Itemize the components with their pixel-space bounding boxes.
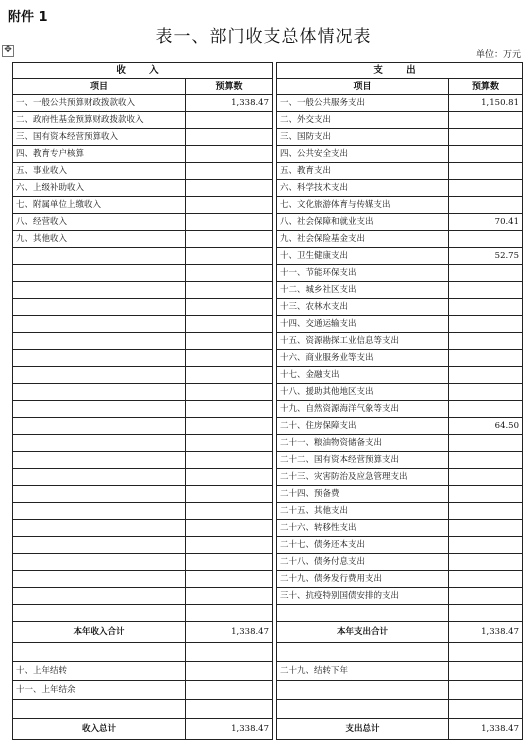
table-row	[13, 588, 523, 605]
income-item	[13, 503, 186, 520]
table-row	[13, 605, 523, 622]
table-row	[13, 282, 523, 299]
income-item	[13, 643, 186, 662]
expense-item: 十六、商业服务业等支出	[277, 350, 449, 367]
income-item: 二、政府性基金预算财政拨款收入	[13, 112, 186, 129]
table-row	[13, 537, 523, 554]
table-row	[13, 435, 523, 452]
expense-value	[449, 435, 523, 452]
income-value	[186, 571, 273, 588]
expense-item: 十七、金融支出	[277, 367, 449, 384]
expense-item: 七、文化旅游体育与传媒支出	[277, 197, 449, 214]
expense-item: 二十五、其他支出	[277, 503, 449, 520]
income-item: 十一、上年结余	[13, 681, 186, 700]
income-item: 收入总计	[13, 719, 186, 740]
income-value	[186, 700, 273, 719]
income-item	[13, 401, 186, 418]
expense-value: 52.75	[449, 248, 523, 265]
income-item: 九、其他收入	[13, 231, 186, 248]
table-row	[13, 180, 523, 197]
table-row	[13, 401, 523, 418]
table-row	[13, 95, 523, 112]
unit-label: 单位：万元	[475, 50, 521, 60]
income-value	[186, 146, 273, 163]
expense-item: 八、社会保障和就业支出	[277, 214, 449, 231]
expense-value	[449, 350, 523, 367]
expense-item	[277, 700, 449, 719]
expense-value	[449, 681, 523, 700]
expense-section-header: 支 出	[277, 63, 523, 79]
expense-value	[449, 662, 523, 681]
table-row	[13, 452, 523, 469]
income-value	[186, 469, 273, 486]
expense-value	[449, 282, 523, 299]
table-row	[13, 622, 523, 643]
income-item	[13, 265, 186, 282]
expense-value	[449, 180, 523, 197]
income-item	[13, 333, 186, 350]
table-move-handle-icon[interactable]: ✥	[2, 45, 14, 57]
income-item	[13, 316, 186, 333]
income-value	[186, 418, 273, 435]
income-value	[186, 214, 273, 231]
expense-value	[449, 469, 523, 486]
income-item	[13, 486, 186, 503]
income-value	[186, 112, 273, 129]
income-value	[186, 265, 273, 282]
expense-item: 九、社会保险基金支出	[277, 231, 449, 248]
expense-value: 1,150.81	[449, 95, 523, 112]
income-item	[13, 520, 186, 537]
expense-value	[449, 503, 523, 520]
expense-value	[449, 700, 523, 719]
income-value	[186, 588, 273, 605]
income-item	[13, 435, 186, 452]
income-item	[13, 282, 186, 299]
expense-item	[277, 681, 449, 700]
income-item	[13, 571, 186, 588]
expense-value	[449, 299, 523, 316]
expense-value	[449, 265, 523, 282]
page-title: 表一、部门收支总体情况表	[155, 27, 372, 47]
income-value	[186, 299, 273, 316]
expense-value	[449, 605, 523, 622]
expense-value	[449, 571, 523, 588]
income-value	[186, 231, 273, 248]
income-item	[13, 700, 186, 719]
expense-item	[277, 605, 449, 622]
income-item	[13, 367, 186, 384]
income-value	[186, 197, 273, 214]
expense-value	[449, 316, 523, 333]
income-item: 三、国有资本经营预算收入	[13, 129, 186, 146]
expense-value	[449, 146, 523, 163]
expense-budget-header: 预算数	[449, 79, 523, 95]
income-item	[13, 418, 186, 435]
attachment-label: 附件 1	[8, 10, 48, 25]
income-value	[186, 662, 273, 681]
income-section-header: 收 入	[13, 63, 273, 79]
expense-item: 五、教育支出	[277, 163, 449, 180]
income-item	[13, 588, 186, 605]
expense-item: 十九、自然资源海洋气象等支出	[277, 401, 449, 418]
income-item: 七、附属单位上缴收入	[13, 197, 186, 214]
table-row	[13, 299, 523, 316]
income-value	[186, 163, 273, 180]
income-value	[186, 333, 273, 350]
table-row	[13, 214, 523, 231]
income-item	[13, 605, 186, 622]
income-value	[186, 486, 273, 503]
expense-item: 四、公共安全支出	[277, 146, 449, 163]
expense-item: 一、一般公共服务支出	[277, 95, 449, 112]
income-item-header: 项目	[13, 79, 186, 95]
expense-item: 二十二、国有资本经营预算支出	[277, 452, 449, 469]
table-row	[13, 384, 523, 401]
table-row	[13, 129, 523, 146]
budget-table	[12, 62, 523, 740]
expense-item-header: 项目	[277, 79, 449, 95]
income-value	[186, 520, 273, 537]
table-row	[13, 112, 523, 129]
table-row	[13, 662, 523, 681]
income-value	[186, 452, 273, 469]
expense-item: 十四、交通运输支出	[277, 316, 449, 333]
income-value: 1,338.47	[186, 719, 273, 740]
expense-value	[449, 452, 523, 469]
table-row	[13, 350, 523, 367]
income-item	[13, 537, 186, 554]
income-value	[186, 350, 273, 367]
income-value	[186, 384, 273, 401]
income-value	[186, 605, 273, 622]
income-item: 八、经营收入	[13, 214, 186, 231]
table-row	[13, 700, 523, 719]
income-item	[13, 350, 186, 367]
expense-value	[449, 333, 523, 350]
income-value	[186, 282, 273, 299]
table-row	[13, 163, 523, 180]
expense-value: 64.50	[449, 418, 523, 435]
expense-item: 十五、资源勘探工业信息等支出	[277, 333, 449, 350]
expense-item: 十八、援助其他地区支出	[277, 384, 449, 401]
income-item: 五、事业收入	[13, 163, 186, 180]
income-item: 六、上级补助收入	[13, 180, 186, 197]
expense-item: 本年支出合计	[277, 622, 449, 643]
table-row	[13, 333, 523, 350]
income-item	[13, 384, 186, 401]
income-item	[13, 469, 186, 486]
income-value	[186, 401, 273, 418]
expense-value: 1,338.47	[449, 622, 523, 643]
expense-item: 二十七、债务还本支出	[277, 537, 449, 554]
expense-value	[449, 537, 523, 554]
expense-item: 三十、抗疫特别国债安排的支出	[277, 588, 449, 605]
expense-item: 十三、农林水支出	[277, 299, 449, 316]
table-row	[13, 520, 523, 537]
expense-item: 二十三、灾害防治及应急管理支出	[277, 469, 449, 486]
table-row	[13, 681, 523, 700]
income-item	[13, 452, 186, 469]
table-row	[13, 231, 523, 248]
expense-item: 十二、城乡社区支出	[277, 282, 449, 299]
table-row	[13, 146, 523, 163]
expense-item	[277, 643, 449, 662]
table-row	[13, 486, 523, 503]
income-budget-header: 预算数	[186, 79, 273, 95]
expense-value	[449, 129, 523, 146]
expense-value	[449, 197, 523, 214]
table-row	[13, 248, 523, 265]
income-item: 十、上年结转	[13, 662, 186, 681]
table-row	[13, 503, 523, 520]
expense-value: 70.41	[449, 214, 523, 231]
expense-value	[449, 554, 523, 571]
income-value	[186, 248, 273, 265]
income-item	[13, 554, 186, 571]
expense-value	[449, 588, 523, 605]
table-row	[13, 197, 523, 214]
income-value	[186, 554, 273, 571]
income-item: 一、一般公共预算财政拨款收入	[13, 95, 186, 112]
income-value	[186, 129, 273, 146]
expense-value	[449, 367, 523, 384]
expense-item: 二十四、预备费	[277, 486, 449, 503]
income-item: 四、教育专户核算	[13, 146, 186, 163]
income-value	[186, 180, 273, 197]
income-value	[186, 681, 273, 700]
expense-item: 二十八、债务付息支出	[277, 554, 449, 571]
income-value: 1,338.47	[186, 622, 273, 643]
income-item	[13, 299, 186, 316]
table-row	[13, 571, 523, 588]
table-row	[13, 367, 523, 384]
expense-item: 二十九、结转下年	[277, 662, 449, 681]
expense-value	[449, 231, 523, 248]
expense-item: 二十、住房保障支出	[277, 418, 449, 435]
table-row	[13, 316, 523, 333]
table-row	[13, 643, 523, 662]
expense-item: 六、科学技术支出	[277, 180, 449, 197]
income-item	[13, 248, 186, 265]
income-value	[186, 316, 273, 333]
expense-value	[449, 401, 523, 418]
income-item: 本年收入合计	[13, 622, 186, 643]
expense-item: 十、卫生健康支出	[277, 248, 449, 265]
table-row	[13, 719, 523, 740]
table-row	[13, 265, 523, 282]
expense-item: 十一、节能环保支出	[277, 265, 449, 282]
expense-item: 二、外交支出	[277, 112, 449, 129]
expense-value	[449, 520, 523, 537]
expense-item: 支出总计	[277, 719, 449, 740]
income-value	[186, 435, 273, 452]
expense-value	[449, 112, 523, 129]
income-value: 1,338.47	[186, 95, 273, 112]
table-row	[13, 554, 523, 571]
expense-value: 1,338.47	[449, 719, 523, 740]
income-value	[186, 643, 273, 662]
expense-value	[449, 643, 523, 662]
expense-value	[449, 163, 523, 180]
expense-value	[449, 384, 523, 401]
expense-item: 三、国防支出	[277, 129, 449, 146]
table-row	[13, 418, 523, 435]
expense-item: 二十一、粮油物资储备支出	[277, 435, 449, 452]
income-value	[186, 367, 273, 384]
expense-item: 二十九、债务发行费用支出	[277, 571, 449, 588]
income-value	[186, 537, 273, 554]
income-value	[186, 503, 273, 520]
table-row	[13, 469, 523, 486]
expense-value	[449, 486, 523, 503]
expense-item: 二十六、转移性支出	[277, 520, 449, 537]
